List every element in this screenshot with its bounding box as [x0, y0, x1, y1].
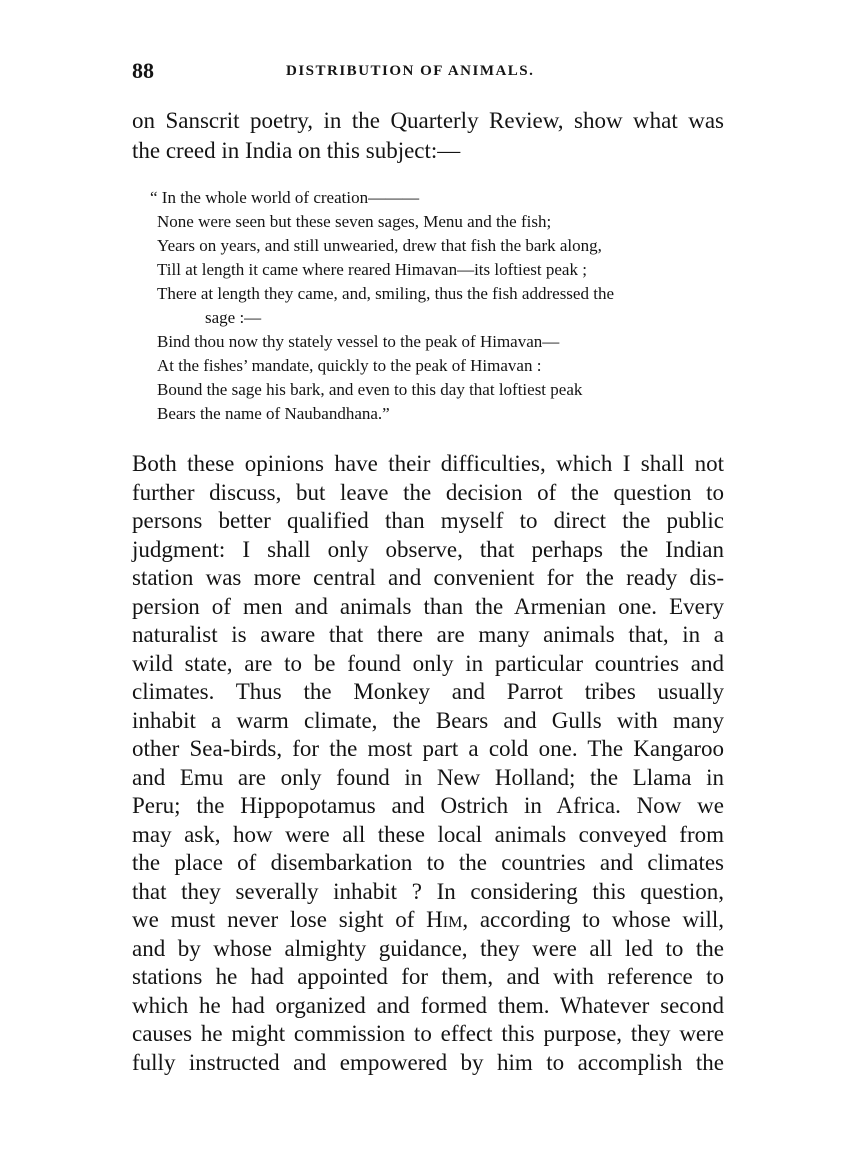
verse-line: None were seen but these seven sages, Menu and the fish;	[157, 212, 552, 231]
text-line: further discuss, but leave the decision of the question to	[132, 479, 724, 505]
text-line: stations he had appointed for them, and with reference to	[132, 964, 724, 989]
text-line: and by whose almighty guidance, they were all led to the	[132, 935, 724, 961]
text-line: may ask, how were all these local animals conveyed from	[132, 821, 724, 847]
text-line: on Sanscrit poetry, in the Quarterly Review, show what was	[132, 108, 724, 133]
smallcaps-word: Him	[426, 907, 463, 932]
verse-line: Till at length it came where reared Himavan—its loftiest peak ;	[157, 260, 587, 279]
text-line: and Emu are only found in New Holland; the Llama in	[132, 764, 724, 790]
verse-line: There at length they came, and, smiling, thus the fish addressed the	[157, 284, 614, 303]
verse-line: At the fishes’ mandate, quickly to the peak of Himavan :	[157, 356, 542, 375]
text-line: which he had organized and formed them. Whatever second	[132, 992, 724, 1018]
text-line: judgment: I shall only observe, that perhaps the Indian	[132, 536, 724, 562]
intro-paragraph	[132, 106, 724, 166]
text-line	[132, 906, 724, 935]
text-segment: we must never lose sight of	[132, 907, 427, 932]
verse-line: Bind thou now thy stately vessel to the peak of Himavan—	[157, 332, 560, 351]
verse-line: sage :—	[205, 308, 262, 327]
verse-line: Bears the name of Naubandhana.”	[157, 404, 390, 423]
running-title: DISTRIBUTION OF ANIMALS.	[286, 63, 535, 79]
text-line: wild state, are to be found only in particular countries and	[132, 650, 724, 676]
verse-line: “ In the whole world of creation———	[150, 188, 420, 207]
text-line: the place of disembarkation to the countries and climates	[132, 850, 724, 875]
text-line: inhabit a warm climate, the Bears and Gulls with many	[132, 707, 724, 733]
running-head	[132, 58, 720, 88]
text-segment: , according to whose will,	[462, 907, 724, 932]
text-line: persion of men and animals than the Armenian one. Every	[132, 593, 724, 619]
verse-quotation	[150, 186, 727, 426]
text-line: Peru; the Hippopotamus and Ostrich in Africa. Now we	[132, 793, 724, 818]
text-line: the creed in India on this subject:—	[132, 138, 461, 163]
text-line: that they severally inhabit ? In considering this question,	[132, 878, 724, 904]
text-line: station was more central and convenient for the ready dis-	[132, 565, 724, 590]
body-paragraph	[132, 450, 724, 1077]
text-line: Both these opinions have their difficulties, which I shall not	[132, 451, 724, 476]
text-line: other Sea-birds, for the most part a cold one. The Kangaroo	[132, 736, 724, 761]
verse-line: Bound the sage his bark, and even to this day that loftiest peak	[157, 380, 583, 399]
text-line: persons better qualified than myself to direct the public	[132, 508, 724, 533]
verse-line: Years on years, and still unwearied, drew that fish the bark along,	[157, 236, 602, 255]
text-line: naturalist is aware that there are many animals that, in a	[132, 622, 724, 647]
text-line: causes he might commission to effect this purpose, they were	[132, 1021, 724, 1046]
text-line: fully instructed and empowered by him to accomplish the	[132, 1049, 724, 1075]
text-line: climates. Thus the Monkey and Parrot tribes usually	[132, 679, 724, 704]
page-number: 88	[132, 58, 154, 83]
